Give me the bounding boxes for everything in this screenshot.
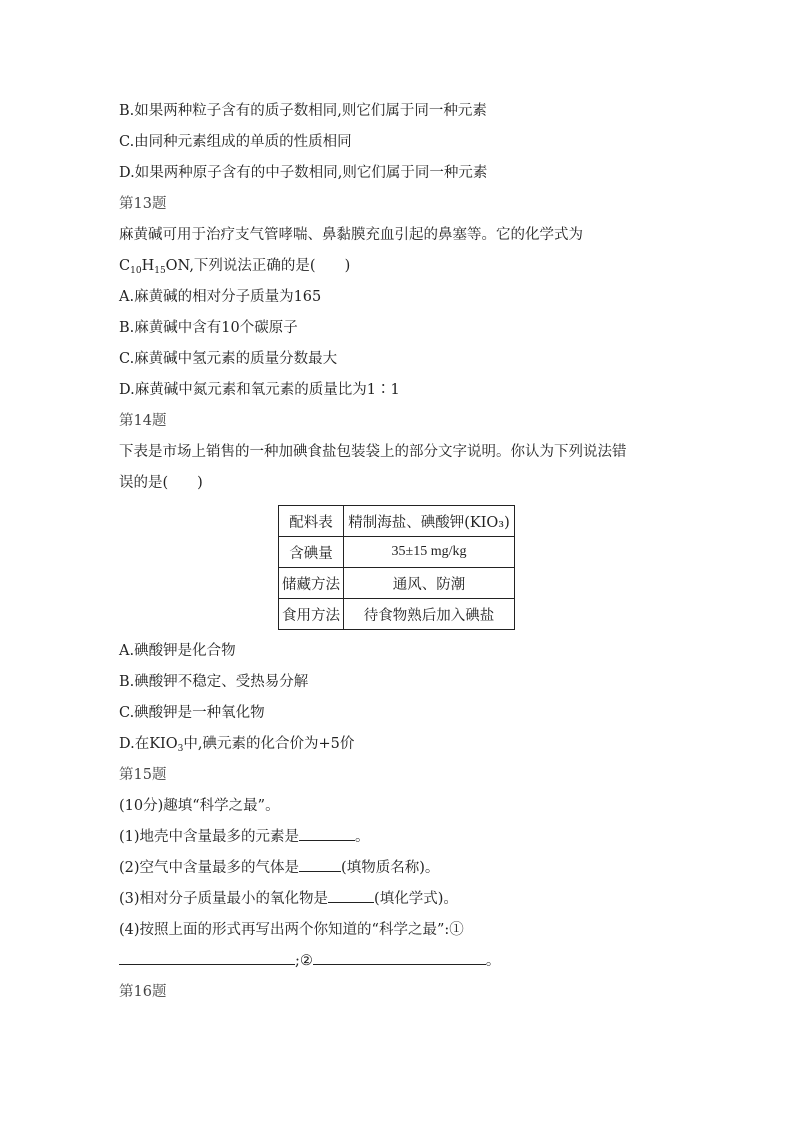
q16-heading: 第16题 [119,984,167,1000]
salt-info-table [278,505,515,630]
q12-option-b: B.如果两种粒子含有的质子数相同,则它们属于同一种元素 [119,103,487,119]
q13-option-a: A.麻黄碱的相对分子质量为165 [119,289,322,305]
option-d-prefix: D.在KIO [119,736,178,752]
q13-option-b: B.麻黄碱中含有10个碳原子 [119,320,298,336]
q15-part4: (4)按照上面的形式再写出两个你知道的“科学之最”:① [119,922,464,938]
table-row [279,568,515,599]
q15-part4-blanks [119,946,689,977]
q15-intro: (10分)趣填“科学之最”。 [119,798,280,814]
q14-option-b: B.碘酸钾不稳定、受热易分解 [119,674,309,690]
q14-option-d [119,729,689,760]
q14-stem-line1: 下表是市场上销售的一种加碘食盐包装袋上的部分文字说明。你认为下列说法错 [119,444,627,460]
table-row [279,537,515,568]
q15-part3 [119,884,689,915]
table-row [279,506,515,537]
q15-part4-end: 。 [485,953,501,969]
q14-option-a: A.碘酸钾是化合物 [119,643,236,659]
answer-blank[interactable] [299,826,355,841]
q15-part1-text: (1)地壳中含量最多的元素是 [119,829,300,845]
answer-blank[interactable] [299,857,341,872]
q15-part2 [119,853,689,884]
document-page [119,96,689,1008]
table-row [279,599,515,630]
q13-stem-line1: 麻黄碱可用于治疗支气管哮喘、鼻黏膜充血引起的鼻塞等。它的化学式为 [119,227,583,243]
answer-blank[interactable] [313,950,486,965]
formula-c-sub: 10 [130,266,142,276]
q13-option-d: D.麻黄碱中氮元素和氧元素的质量比为1∶1 [119,382,400,398]
q15-part4-mid: ;② [295,953,313,969]
q15-part2-text: (2)空气中含量最多的气体是 [119,860,300,876]
option-d-suffix: 中,碘元素的化合价为+5价 [183,736,355,752]
table-cell-label: 食用方法 [279,599,344,630]
table-cell-value: 精制海盐、碘酸钾(KIO₃) [344,506,515,537]
q15-part3-text: (3)相对分子质量最小的氧化物是 [119,891,329,907]
table-cell-value: 通风、防潮 [344,568,515,599]
q15-part3-end: (填化学式)。 [374,891,458,907]
table-cell-value: 35±15 mg/kg [344,537,515,568]
table-cell-label: 储藏方法 [279,568,344,599]
q15-heading: 第15题 [119,767,167,783]
q14-heading: 第14题 [119,413,167,429]
table-cell-value: 待食物熟后加入碘盐 [344,599,515,630]
table-cell-label: 配料表 [279,506,344,537]
answer-blank[interactable] [119,950,295,965]
q15-part2-end: (填物质名称)。 [341,860,440,876]
formula-h: H [141,258,155,274]
answer-blank[interactable] [328,888,374,903]
q13-stem-tail: ,下列说法正确的是( ) [189,258,351,274]
option-d-sub: 3 [177,744,184,754]
q14-stem-line2: 误的是( ) [119,475,203,491]
q13-heading: 第13题 [119,196,167,212]
q15-part1 [119,822,689,853]
q14-option-c: C.碘酸钾是一种氧化物 [119,705,265,721]
q12-option-d: D.如果两种原子含有的中子数相同,则它们属于同一种元素 [119,165,488,181]
q15-part1-end: 。 [355,829,370,845]
q13-option-c: C.麻黄碱中氢元素的质量分数最大 [119,351,338,367]
formula-c: C [119,258,131,274]
q12-option-c: C.由同种元素组成的单质的性质相同 [119,134,352,150]
table-cell-label: 含碘量 [279,537,344,568]
formula-h-sub: 15 [154,266,166,276]
q13-stem-line2 [119,251,689,282]
formula-rest: ON [165,258,190,274]
